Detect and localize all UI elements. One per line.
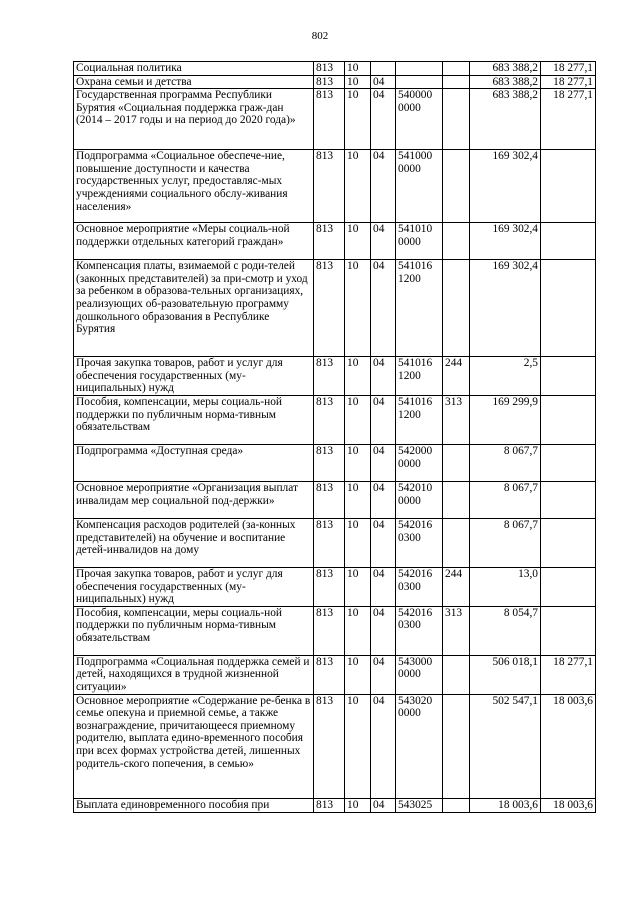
table-row [74,260,596,357]
cell-sub: 18 277,1 [541,655,596,694]
cell-name: Пособия, компенсации, меры социаль-ной поддержки по публичным норма-тивным обязательствам [74,606,314,655]
cell-csr: 541016 1200 [396,260,443,357]
cell-total: 8 054,7 [470,606,541,655]
cell-rz: 10 [345,694,371,798]
cell-csr [396,75,443,89]
table-row [74,395,596,444]
cell-total: 169 302,4 [470,260,541,357]
table-row [74,357,596,396]
cell-sub [541,518,596,567]
cell-vr [443,75,470,89]
cell-name: Прочая закупка товаров, работ и услуг для обеспечения государственных (му-ниципальных) нужд [74,357,314,396]
table-row [74,150,596,223]
cell-sub [541,444,596,481]
cell-pr: 04 [371,223,396,260]
cell-vr [443,260,470,357]
cell-pr: 04 [371,606,396,655]
cell-total: 169 299,9 [470,395,541,444]
table-row [74,518,596,567]
cell-name: Компенсация платы, взимаемой с роди-телей (законных представителей) за при-смотр и уход за ребенком в образова-тельных организациях, реализующих об-разовательную программу дошкольного образования в Республике Бурятия [74,260,314,357]
cell-ved: 813 [314,357,345,396]
cell-vr [443,694,470,798]
cell-rz: 10 [345,655,371,694]
cell-vr [443,89,470,150]
cell-total: 8 067,7 [470,444,541,481]
cell-name: Пособия, компенсации, меры социаль-ной поддержки по публичным норма-тивным обязательствам [74,395,314,444]
cell-pr: 04 [371,395,396,444]
cell-csr: 541010 0000 [396,223,443,260]
cell-total: 502 547,1 [470,694,541,798]
cell-csr: 541016 1200 [396,395,443,444]
cell-total: 169 302,4 [470,223,541,260]
cell-csr: 540000 0000 [396,89,443,150]
cell-rz: 10 [345,150,371,223]
cell-vr: 313 [443,395,470,444]
cell-vr [443,62,470,76]
cell-name: Подпрограмма «Социальная поддержка семей и детей, находящихся в трудной жизненной ситуации» [74,655,314,694]
cell-csr: 542016 0300 [396,518,443,567]
cell-vr [443,518,470,567]
cell-sub [541,567,596,606]
cell-pr: 04 [371,357,396,396]
cell-csr: 543020 0000 [396,694,443,798]
cell-ved: 813 [314,798,345,812]
cell-sub [541,357,596,396]
cell-name: Компенсация расходов родителей (за-конных представителей) на обучение и воспитание детей-инвалидов на дому [74,518,314,567]
cell-sub [541,481,596,518]
cell-pr: 04 [371,694,396,798]
cell-csr: 541000 0000 [396,150,443,223]
table-row [74,444,596,481]
cell-name: Охрана семьи и детства [74,75,314,89]
cell-vr: 244 [443,357,470,396]
cell-vr [443,655,470,694]
cell-vr: 313 [443,606,470,655]
budget-table [73,61,596,813]
cell-ved: 813 [314,694,345,798]
cell-total: 683 388,2 [470,62,541,76]
cell-vr [443,444,470,481]
cell-ved: 813 [314,567,345,606]
cell-csr: 541016 1200 [396,357,443,396]
cell-name: Государственная программа Республики Бурятия «Социальная поддержка граж-дан (2014 – 2017 годы и на период до 2020 года)» [74,89,314,150]
cell-csr: 542016 0300 [396,567,443,606]
cell-rz: 10 [345,567,371,606]
cell-total: 506 018,1 [470,655,541,694]
cell-pr: 04 [371,655,396,694]
cell-csr: 542010 0000 [396,481,443,518]
cell-vr [443,150,470,223]
cell-ved: 813 [314,395,345,444]
cell-rz: 10 [345,606,371,655]
cell-total: 683 388,2 [470,75,541,89]
cell-csr [396,62,443,76]
cell-pr: 04 [371,75,396,89]
cell-vr: 244 [443,567,470,606]
cell-rz: 10 [345,260,371,357]
table-row [74,606,596,655]
cell-rz: 10 [345,481,371,518]
cell-rz: 10 [345,395,371,444]
cell-sub [541,260,596,357]
cell-rz: 10 [345,798,371,812]
cell-pr: 04 [371,567,396,606]
cell-sub [541,606,596,655]
table-row [74,223,596,260]
cell-csr: 542016 0300 [396,606,443,655]
cell-pr: 04 [371,89,396,150]
cell-ved: 813 [314,606,345,655]
table-row [74,798,596,812]
cell-ved: 813 [314,481,345,518]
cell-rz: 10 [345,75,371,89]
cell-total: 8 067,7 [470,518,541,567]
cell-ved: 813 [314,655,345,694]
cell-vr [443,481,470,518]
cell-total: 13,0 [470,567,541,606]
table-row [74,62,596,76]
cell-name: Социальная политика [74,62,314,76]
table-row [74,89,596,150]
cell-rz: 10 [345,62,371,76]
cell-pr: 04 [371,260,396,357]
cell-total: 8 067,7 [470,481,541,518]
cell-ved: 813 [314,518,345,567]
cell-pr: 04 [371,150,396,223]
cell-sub: 18 277,1 [541,89,596,150]
cell-name: Основное мероприятие «Организация выплат инвалидам мер социальной под-держки» [74,481,314,518]
cell-ved: 813 [314,223,345,260]
cell-ved: 813 [314,260,345,357]
cell-total: 18 003,6 [470,798,541,812]
cell-rz: 10 [345,518,371,567]
cell-name: Выплата единовременного пособия при [74,798,314,812]
table-row [74,694,596,798]
cell-pr: 04 [371,798,396,812]
page-number: 802 [311,30,329,42]
table-body [74,62,596,813]
cell-rz: 10 [345,89,371,150]
cell-sub: 18 003,6 [541,694,596,798]
table-row [74,75,596,89]
cell-rz: 10 [345,444,371,481]
cell-pr: 04 [371,481,396,518]
cell-sub: 18 277,1 [541,75,596,89]
cell-name: Прочая закупка товаров, работ и услуг для обеспечения государственных (му-ниципальных) нужд [74,567,314,606]
table-row [74,655,596,694]
cell-name: Подпрограмма «Доступная среда» [74,444,314,481]
cell-sub [541,223,596,260]
cell-csr: 543000 0000 [396,655,443,694]
cell-total: 683 388,2 [470,89,541,150]
cell-pr: 04 [371,444,396,481]
cell-sub: 18 003,6 [541,798,596,812]
table-row [74,481,596,518]
cell-pr [371,62,396,76]
cell-rz: 10 [345,357,371,396]
cell-csr: 543025 [396,798,443,812]
cell-name: Основное мероприятие «Меры социаль-ной поддержки отдельных категорий граждан» [74,223,314,260]
cell-ved: 813 [314,444,345,481]
cell-ved: 813 [314,62,345,76]
cell-sub [541,395,596,444]
table-row [74,567,596,606]
cell-name: Основное мероприятие «Содержание ре-бенка в семье опекуна и приемной семье, а также вознаграждение, причитающееся приемному родителю, выплата едино-временного пособия при всех формах устройства детей, лишенных родитель-ского попечения, в семью» [74,694,314,798]
cell-sub: 18 277,1 [541,62,596,76]
cell-rz: 10 [345,223,371,260]
cell-vr [443,223,470,260]
cell-pr: 04 [371,518,396,567]
cell-csr: 542000 0000 [396,444,443,481]
cell-total: 2,5 [470,357,541,396]
cell-vr [443,798,470,812]
cell-name: Подпрограмма «Социальное обеспече-ние, повышение доступности и качества государственных услуг, предоставляс-мых учреждениями социального обслу-живания населения» [74,150,314,223]
cell-sub [541,150,596,223]
cell-ved: 813 [314,89,345,150]
cell-ved: 813 [314,75,345,89]
cell-ved: 813 [314,150,345,223]
cell-total: 169 302,4 [470,150,541,223]
